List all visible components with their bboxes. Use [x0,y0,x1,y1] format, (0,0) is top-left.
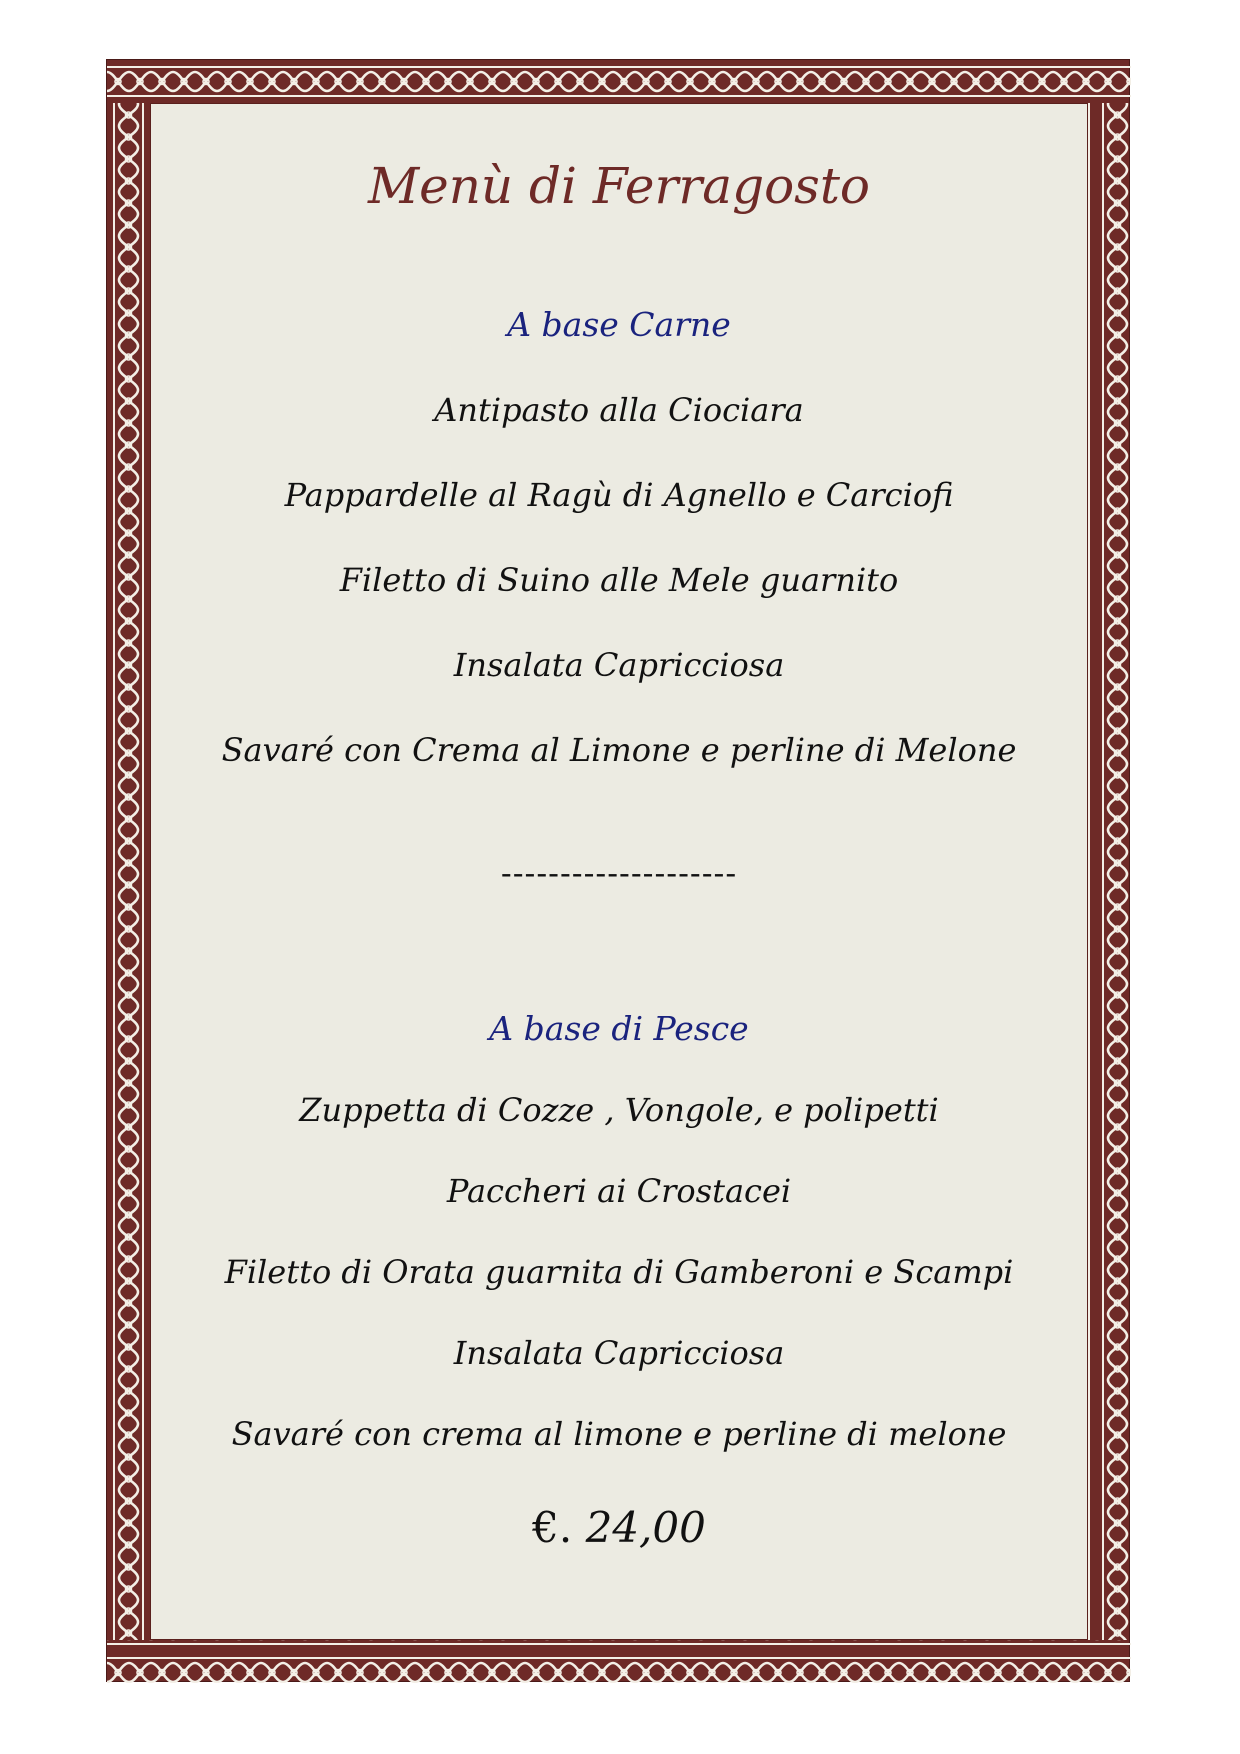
section-divider: -------------------- [500,854,738,892]
fish-dish-4: Insalata Capricciosa [453,1334,785,1372]
celtic-knot-border [106,59,1130,1682]
fish-section-heading: A base di Pesce [489,1009,749,1048]
price-amount: 24,00 [585,1503,706,1552]
menu-title: Menù di Ferragosto [367,157,871,215]
meat-dish-4: Insalata Capricciosa [453,646,785,684]
price-currency: €. [532,1503,573,1552]
fish-dish-1: Zuppetta di Cozze , Vongole, e polipetti [299,1091,939,1129]
meat-dish-1: Antipasto alla Ciociara [434,391,804,429]
meat-dish-2: Pappardelle al Ragù di Agnello e Carciofi [284,476,954,514]
meat-section-heading: A base Carne [507,305,731,344]
fish-dish-5: Savaré con crema al limone e perline di melone [231,1415,1007,1453]
meat-dish-5: Savaré con Crema al Limone e perline di Melone [221,731,1017,769]
meat-dish-3: Filetto di Suino alle Mele guarnito [339,561,899,599]
fish-dish-3: Filetto di Orata guarnita di Gamberoni e Scampi [224,1253,1014,1291]
menu-panel [150,103,1088,1640]
menu-price [150,1503,1088,1553]
fish-dish-2: Paccheri ai Crostacei [446,1172,792,1210]
